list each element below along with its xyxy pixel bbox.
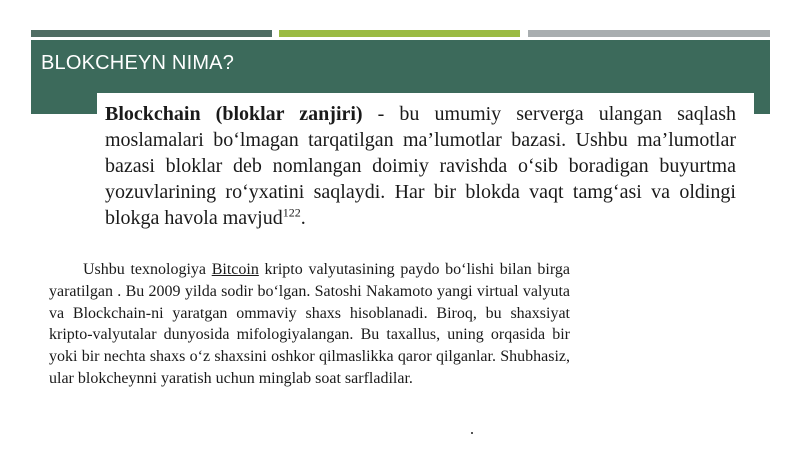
definition-term: Blockchain (bloklar zanjiri) — [105, 103, 363, 125]
accent-bar-right — [528, 30, 770, 37]
stray-dot — [471, 432, 473, 434]
body-paragraph — [49, 259, 570, 390]
definition-box — [97, 93, 754, 241]
slide-title: BLOKCHEYN NIMA? — [41, 52, 235, 74]
accent-bar-middle — [279, 30, 520, 37]
definition-paragraph — [105, 101, 736, 231]
body-text-start: Ushbu texnologiya — [83, 261, 212, 278]
accent-bar-left — [31, 30, 272, 37]
footnote-marker: 122 — [282, 205, 301, 220]
bitcoin-link[interactable]: Bitcoin — [211, 261, 259, 278]
definition-end: . — [300, 207, 306, 229]
definition-text: - bu umumiy serverga ulangan saqlash moslamalari bo‘lmagan tarqatilgan ma’lumotlar bazasi. Ushbu ma’lumotlar bazasi bloklar deb nomlangan doimiy ravishda o‘sib boradigan buyurtma yozuvlarining ro‘yxatini saqlaydi. Har bir blokda vaqt tamg‘asi va oldingi blokga havola mavjud — [105, 103, 736, 229]
body-text-rest: kripto valyutasining paydo bo‘lishi bilan birga yaratilgan . Bu 2009 yilda sodir bo‘lgan. Satoshi Nakamoto yangi virtual valyuta va Blockchain-ni yaratgan ommaviy shaxs hisoblanadi. Biroq, bu shaxsiyat kripto-valyutalar dunyosida mifologiyalangan. Bu taxallus, uning orqasida bir yoki bir nechta shaxs o‘z shaxsini oshkor qilmaslikka qaror qilganlar. Shubhasiz, ular blokcheynni yaratish uchun minglab soat sarfladilar. — [49, 261, 570, 387]
